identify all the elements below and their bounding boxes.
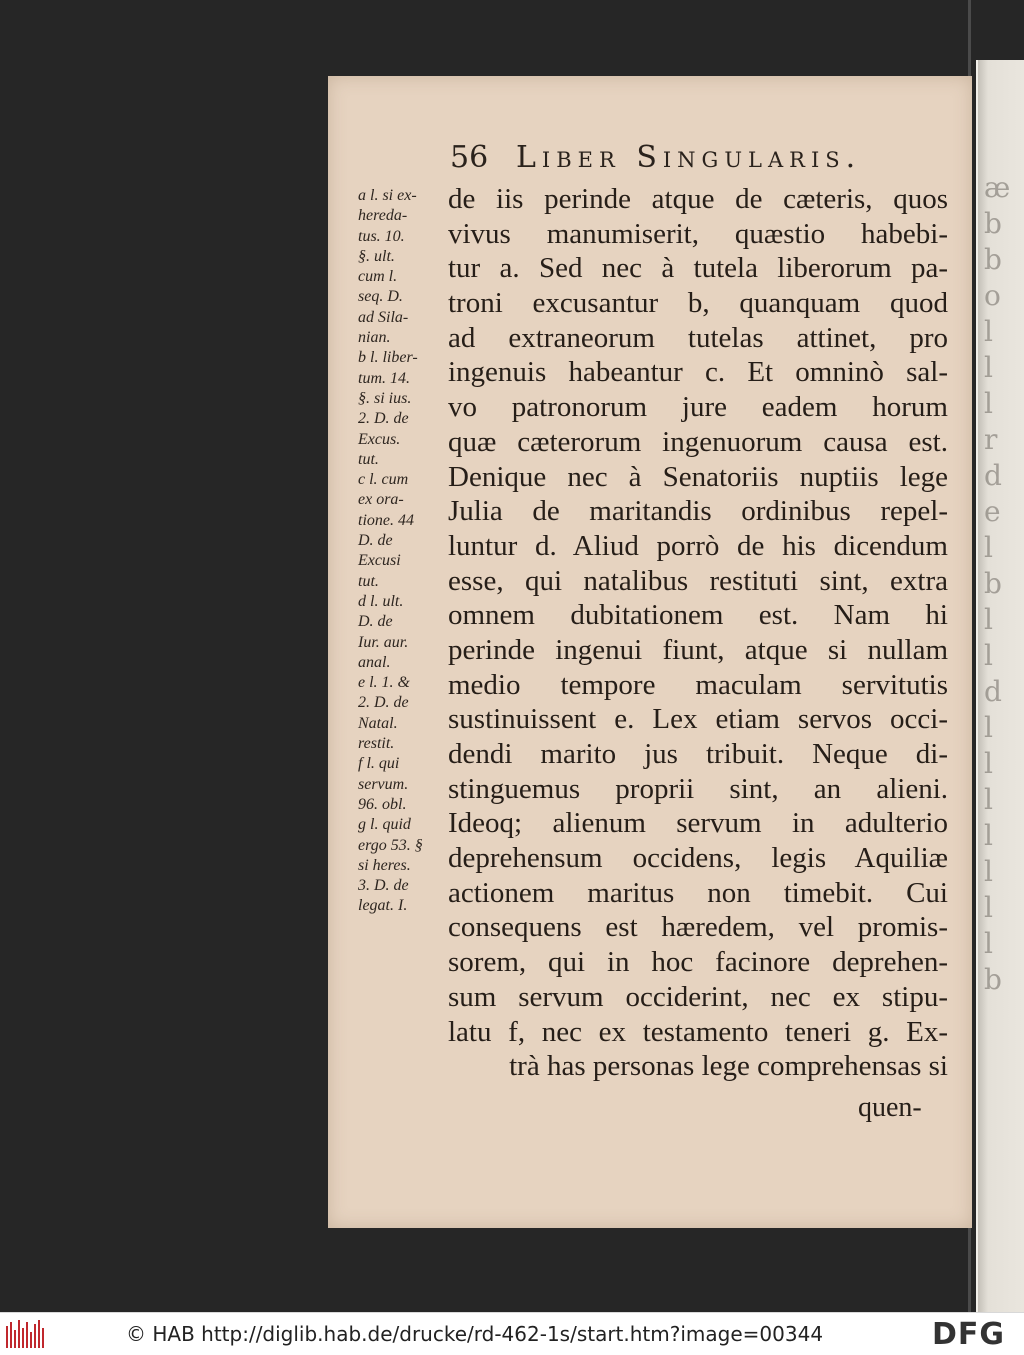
margin-note-line: si heres.	[358, 856, 411, 874]
margin-note-line: Iur. aur.	[358, 633, 409, 651]
text-line: vivus manumiserit, quæstio habebi-	[448, 217, 948, 250]
text-line: trà has personas lege comprehensas si	[509, 1050, 948, 1083]
text-line: stinguemus proprii sint, an alieni.	[448, 772, 948, 805]
logo-bar	[34, 1324, 36, 1348]
page-edge-line	[976, 60, 978, 1312]
margin-note-line: g l. quid	[358, 816, 411, 834]
margin-note-line: 3. D. de	[358, 877, 409, 895]
margin-note-line: 2. D. de	[358, 410, 409, 428]
text-line: ingenuis habeantur c. Et omninò sal-	[448, 356, 948, 389]
logo-bar	[30, 1332, 32, 1348]
margin-note-line: tus. 10.	[358, 227, 405, 245]
margin-note-line: 96. obl.	[358, 795, 407, 813]
text-line: Ideoq; alienum servum in adulterio	[448, 807, 948, 840]
text-line: sustinuissent e. Lex etiam servos occi-	[448, 703, 948, 736]
text-line: perinde ingenui fiunt, atque si nullam	[448, 633, 948, 666]
text-line: quæ cæterorum ingenuorum causa est.	[448, 425, 948, 458]
adjacent-page-text: æ b b o l l l r d e l b l l d l l l l l l l b	[984, 171, 1011, 996]
margin-note-line: D. de	[358, 532, 393, 550]
margin-note-line: legat. I.	[358, 897, 408, 915]
text-line: actionem maritus non timebit. Cui	[448, 876, 948, 909]
margin-notes	[358, 186, 454, 917]
margin-note-line: §. ult.	[358, 247, 395, 265]
margin-note-line: e l. 1. &	[358, 674, 410, 692]
margin-note-line: ad Sila-	[358, 308, 409, 326]
logo-bar	[14, 1330, 16, 1348]
text-line: omnem dubitationem est. Nam hi	[448, 599, 948, 632]
text-line: latu f, nec ex testamento teneri g. Ex-	[448, 1015, 948, 1048]
margin-note-line: seq. D.	[358, 288, 403, 306]
dfg-logo: DFG	[932, 1317, 1006, 1352]
running-title: Liber Singularis.	[516, 140, 862, 175]
catchword: quen-	[858, 1092, 922, 1123]
text-line: troni excusantur b, quanquam quod	[448, 287, 948, 320]
text-line: Julia de maritandis ordinibus repel-	[448, 495, 948, 528]
page-number: 56	[450, 140, 489, 175]
logo-bar	[10, 1322, 12, 1348]
margin-note-line: 2. D. de	[358, 694, 409, 712]
margin-note-line: hereda-	[358, 207, 408, 225]
logo-bar	[42, 1328, 44, 1348]
footer-copyright-url[interactable]: © HAB http://diglib.hab.de/drucke/rd-462-1s/start.htm?image=00344	[126, 1322, 824, 1346]
text-line: Denique nec à Senatoriis nuptiis lege	[448, 460, 948, 493]
margin-note-line: servum.	[358, 775, 409, 793]
margin-note-line: §. si ius.	[358, 389, 412, 407]
footer-bar	[0, 1312, 1024, 1355]
logo-bar	[38, 1320, 40, 1348]
text-line: dendi marito jus tribuit. Neque di-	[448, 738, 948, 770]
margin-note-line: d l. ult.	[358, 592, 404, 610]
book-page	[328, 76, 972, 1228]
logo-bar	[22, 1328, 24, 1348]
margin-note-line: restit.	[358, 735, 395, 753]
margin-note-line: c l. cum	[358, 471, 409, 489]
text-line: deprehensum occidens, legis Aquiliæ	[448, 842, 948, 875]
logo-bar	[6, 1326, 8, 1348]
margin-note-line: D. de	[358, 613, 393, 631]
body-text	[448, 182, 948, 1084]
text-line: sum servum occiderint, nec ex stipu-	[448, 980, 948, 1013]
margin-note-line: ergo 53. §	[358, 836, 423, 854]
logo-bar	[18, 1320, 20, 1348]
text-line: ad extraneorum tutelas attinet, pro	[448, 321, 948, 354]
adjacent-page-sliver	[976, 60, 1024, 1312]
text-line: de iis perinde atque de cæteris, quos	[448, 183, 948, 215]
margin-note-line: ex ora-	[358, 491, 404, 509]
logo-bar	[26, 1322, 28, 1348]
text-line: sorem, qui in hoc facinore deprehen-	[448, 946, 948, 979]
margin-note-line: anal.	[358, 653, 391, 671]
margin-note-line: Natal.	[358, 714, 398, 732]
text-line: medio tempore maculam servitutis	[448, 668, 948, 701]
text-line: esse, qui natalibus restituti sint, extra	[448, 564, 948, 597]
margin-note-line: Excusi	[358, 552, 401, 570]
hab-logo-icon	[6, 1320, 48, 1348]
text-line: luntur d. Aliud porrò de his dicendum	[448, 529, 948, 562]
margin-note-line: nian.	[358, 329, 391, 347]
margin-note-line: a l. si ex-	[358, 187, 417, 204]
text-line: consequens est hæredem, vel promis-	[448, 911, 948, 944]
margin-note-line: tum. 14.	[358, 369, 410, 387]
text-line: vo patronorum jure eadem horum	[448, 391, 948, 424]
margin-note-line: tut.	[358, 450, 379, 468]
text-line: tur a. Sed nec à tutela liberorum pa-	[448, 252, 948, 285]
margin-note-line: f l. qui	[358, 755, 400, 773]
margin-note-line: Excus.	[358, 430, 401, 448]
margin-note-line: tut.	[358, 572, 379, 590]
margin-note-line: tione. 44	[358, 511, 414, 529]
margin-note-line: cum l.	[358, 268, 398, 286]
margin-note-line: b l. liber-	[358, 349, 418, 367]
